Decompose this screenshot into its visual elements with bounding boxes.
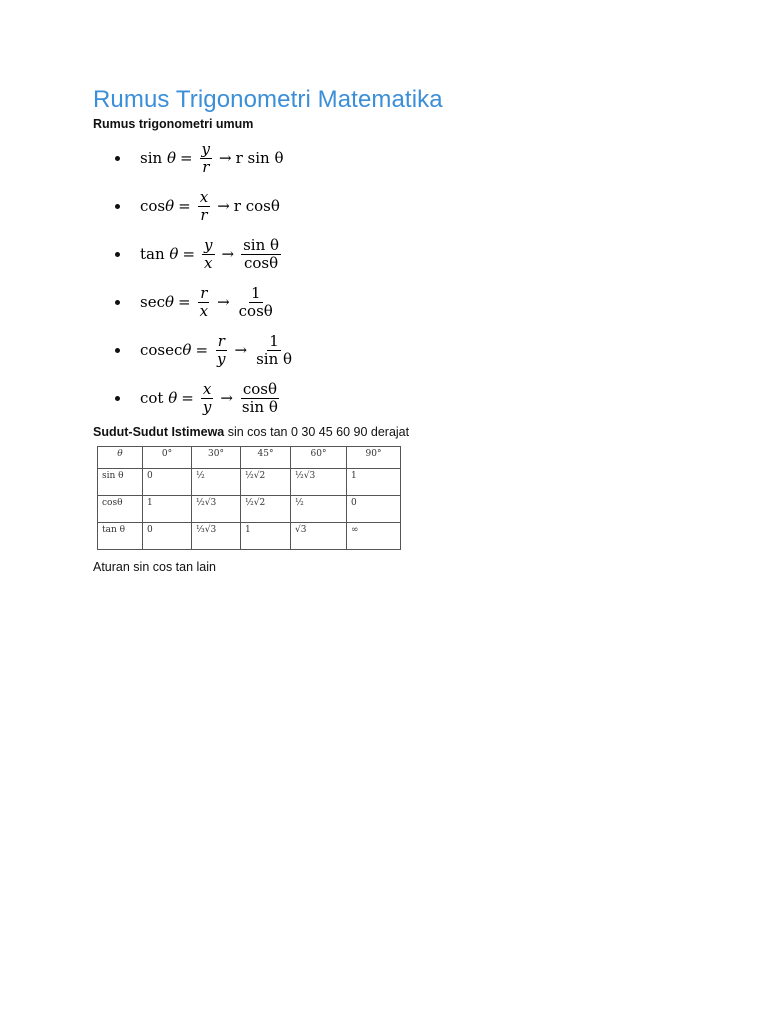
variable: θ	[168, 389, 178, 407]
table-header-cell: 90°	[347, 447, 401, 469]
formula-sin	[113, 134, 297, 182]
footer-text: Aturan sin cos tan lain	[93, 560, 216, 574]
formula-math	[140, 285, 278, 320]
table-row	[98, 523, 401, 550]
special-angles-rest: sin cos tan 0 30 45 60 90 derajat	[224, 425, 410, 439]
bullet-icon	[115, 252, 120, 257]
fraction	[237, 285, 275, 320]
equals-sign: =	[179, 149, 193, 167]
bullet-icon	[115, 348, 120, 353]
result: r sin θ	[235, 149, 284, 167]
denominator: cosθ	[243, 253, 279, 272]
formula-math	[140, 189, 280, 224]
table-cell: ∞	[347, 523, 401, 550]
table-cell: 1	[347, 469, 401, 496]
variable: θ	[169, 245, 179, 263]
table-cell: ½√2	[241, 469, 291, 496]
numerator: r	[217, 331, 225, 350]
table-cell: ½√3	[291, 469, 347, 496]
table-header-cell: 60°	[291, 447, 347, 469]
numerator: x	[202, 379, 212, 398]
formula-cosec	[113, 326, 297, 374]
table-cell: 0	[143, 523, 192, 550]
table-cell: ½√2	[241, 496, 291, 523]
equals-sign: =	[178, 197, 191, 215]
fraction	[241, 237, 281, 272]
function-name: cot	[140, 389, 164, 407]
variable: θ	[165, 197, 175, 215]
result: r cosθ	[233, 197, 280, 215]
arrow-icon: →	[234, 341, 248, 359]
fraction	[198, 189, 210, 224]
formula-math	[140, 333, 297, 368]
table-cell: 1	[143, 496, 192, 523]
formula-math	[140, 381, 283, 416]
fraction	[240, 381, 280, 416]
table-cell: √3	[291, 523, 347, 550]
fraction	[254, 333, 294, 368]
arrow-icon: →	[219, 149, 232, 167]
table-cell: ½	[192, 469, 241, 496]
formula-list	[113, 134, 297, 422]
equals-sign: =	[181, 389, 194, 407]
formula-cos	[113, 182, 297, 230]
denominator: r	[202, 157, 210, 176]
denominator: r	[200, 205, 208, 224]
table-header-cell: 0°	[143, 447, 192, 469]
numerator: cosθ	[242, 379, 277, 398]
arrow-icon: →	[220, 389, 233, 407]
numerator: sin θ	[243, 235, 280, 254]
formula-cot	[113, 374, 297, 422]
numerator: y	[201, 139, 211, 158]
denominator: cosθ	[238, 301, 273, 320]
table-cell: ½√3	[192, 496, 241, 523]
fraction	[198, 285, 210, 320]
fraction	[200, 141, 212, 176]
special-angles-table	[97, 446, 401, 550]
section-subtitle: Rumus trigonometri umum	[93, 117, 254, 131]
table-cell: ½	[291, 496, 347, 523]
table-cell: 0	[347, 496, 401, 523]
equals-sign: =	[182, 245, 196, 263]
fraction	[215, 333, 227, 368]
numerator: x	[199, 187, 209, 206]
function-name: cos	[140, 197, 166, 215]
numerator: r	[200, 283, 208, 302]
denominator: y	[217, 349, 226, 368]
arrow-icon: →	[217, 293, 230, 311]
variable: θ	[182, 341, 192, 359]
function-name: cosec	[140, 341, 183, 359]
function-name: sec	[140, 293, 165, 311]
arrow-icon: →	[221, 245, 235, 263]
special-angles-bold: Sudut-Sudut Istimewa	[93, 425, 225, 439]
bullet-icon	[115, 204, 120, 209]
bullet-icon	[115, 396, 120, 401]
equals-sign: =	[178, 293, 191, 311]
denominator: x	[199, 301, 209, 320]
denominator: sin θ	[256, 349, 293, 368]
special-angles-heading	[93, 425, 409, 439]
formula-sec	[113, 278, 297, 326]
table-header-cell: 30°	[192, 447, 241, 469]
bullet-icon	[115, 156, 120, 161]
table-header-cell: 45°	[241, 447, 291, 469]
table-cell: 1	[241, 523, 291, 550]
table-row	[98, 496, 401, 523]
numerator: 1	[250, 283, 261, 302]
numerator: 1	[269, 331, 279, 350]
table-cell: 0	[143, 469, 192, 496]
table-header-row	[98, 447, 401, 469]
bullet-icon	[115, 300, 120, 305]
table-row	[98, 469, 401, 496]
table-cell: cosθ	[98, 496, 143, 523]
numerator: y	[204, 235, 213, 254]
arrow-icon: →	[217, 197, 230, 215]
formula-tan	[113, 230, 297, 278]
denominator: x	[204, 253, 213, 272]
equals-sign: =	[195, 341, 209, 359]
fraction	[202, 237, 214, 272]
formula-math	[140, 237, 284, 272]
function-name: sin	[140, 149, 163, 167]
variable: θ	[164, 293, 175, 311]
page-title: Rumus Trigonometri Matematika	[93, 86, 443, 113]
function-name: tan	[140, 245, 165, 263]
denominator: sin θ	[241, 397, 278, 416]
table-header-cell: θ	[98, 447, 143, 469]
table-cell: tan θ	[98, 523, 143, 550]
table-cell: sin θ	[98, 469, 143, 496]
variable: θ	[166, 149, 176, 167]
formula-math	[140, 141, 284, 176]
fraction	[201, 381, 213, 416]
table-cell: ⅓√3	[192, 523, 241, 550]
denominator: y	[202, 397, 212, 416]
